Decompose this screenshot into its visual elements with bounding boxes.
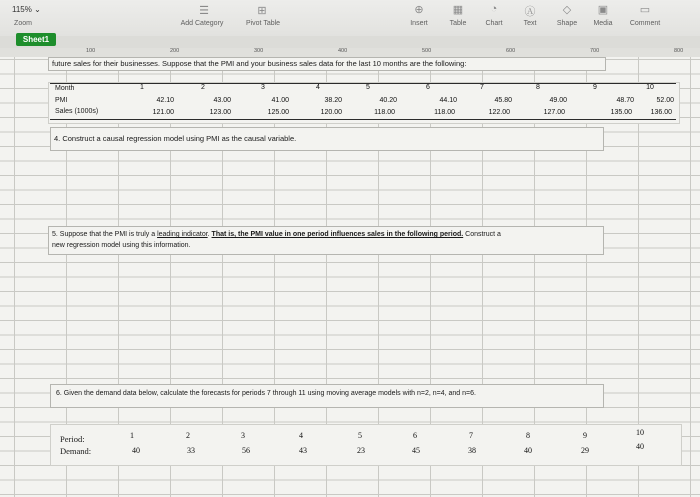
media-icon: ▣ — [597, 4, 609, 16]
pmi-cell: 38.20 — [324, 97, 342, 104]
question-6-text: 6. Given the demand data below, calculate the forecasts for periods 7 through 11 using moving average models with n=2, n=4, and n=6. — [56, 390, 476, 397]
ruler-tick: 300 — [254, 48, 264, 54]
month-header: 9 — [593, 84, 597, 91]
sheet-tab-bar — [0, 36, 700, 48]
month-header: 4 — [316, 84, 320, 91]
pmi-cell: 44.10 — [439, 97, 457, 104]
chart-button[interactable]: Chart — [485, 20, 503, 27]
pmi-cell: 43.00 — [213, 97, 231, 104]
demand-cell: 45 — [412, 446, 420, 455]
month-header: 3 — [261, 84, 265, 91]
ruler-tick: 400 — [338, 48, 348, 54]
q5-text-mid: . — [207, 231, 212, 238]
demand-cell: 33 — [187, 446, 195, 455]
sales-cell: 122.00 — [488, 109, 510, 116]
toolbar — [0, 0, 700, 36]
ruler-tick: 100 — [86, 48, 96, 54]
ruler-tick: 600 — [506, 48, 516, 54]
q5-text-start: 5. Suppose that the PMI is truly a — [52, 231, 158, 238]
demand-cell: 38 — [468, 446, 476, 455]
pmi-cell: 49.00 — [549, 97, 567, 104]
text-button[interactable]: Text — [523, 20, 537, 27]
q5-emphasis: That is, the PMI value in one period influences sales in the following period. — [211, 231, 464, 238]
media-button[interactable]: Media — [593, 20, 613, 27]
period-cell: 4 — [299, 431, 303, 440]
demand-cell: 29 — [581, 446, 589, 455]
sales-cell: 123.00 — [209, 109, 231, 116]
leading-indicator-link[interactable]: leading indicator — [157, 231, 208, 238]
row-label-sales: Sales (1000s) — [55, 108, 99, 115]
pivot-table-icon: ⊞ — [257, 5, 267, 17]
month-header: 7 — [480, 84, 484, 91]
month-header: 1 — [140, 84, 144, 91]
q5-text-end: Construct a — [463, 231, 501, 238]
chart-icon: ◔ — [490, 3, 498, 15]
ruler-tick: 700 — [590, 48, 600, 54]
period-cell: 8 — [526, 431, 530, 440]
demand-cell: 40 — [636, 442, 644, 451]
row-label-pmi: PMI — [55, 97, 68, 104]
period-cell: 5 — [358, 431, 362, 440]
pmi-cell: 52.00 — [656, 97, 674, 104]
month-header: 2 — [201, 84, 205, 91]
table1-bottom-line — [50, 119, 676, 120]
intro-text: future sales for their businesses. Suppose that the PMI and your business sales data for the last 10 months are the following: — [52, 59, 467, 68]
ruler-tick: 500 — [422, 48, 432, 54]
pmi-cell: 40.20 — [379, 97, 397, 104]
demand-cell: 40 — [524, 446, 532, 455]
month-header: 8 — [536, 84, 540, 91]
shape-icon: ◇ — [562, 4, 572, 16]
demand-cell: 56 — [242, 446, 250, 455]
sales-cell: 127.00 — [543, 109, 565, 116]
sales-cell: 125.00 — [267, 109, 289, 116]
sales-cell: 118.00 — [434, 109, 455, 116]
sales-cell: 121.00 — [152, 109, 174, 116]
sheet-tab[interactable]: Sheet1 — [16, 33, 56, 46]
insert-icon: ⊕ — [414, 4, 424, 16]
period-cell: 7 — [469, 431, 473, 440]
table-button[interactable]: Table — [449, 20, 467, 27]
period-cell: 9 — [583, 431, 587, 440]
zoom-value: 115% — [12, 5, 32, 14]
sales-cell: 135.00 — [610, 109, 632, 116]
period-cell: 6 — [413, 431, 417, 440]
pmi-cell: 48.70 — [616, 97, 634, 104]
month-header: 10 — [646, 84, 654, 91]
pmi-cell: 42.10 — [156, 97, 174, 104]
insert-button[interactable]: Insert — [410, 20, 428, 27]
comment-button[interactable]: Comment — [629, 20, 661, 27]
period-cell: 3 — [241, 431, 245, 440]
pmi-cell: 41.00 — [271, 97, 289, 104]
sales-cell: 136.00 — [650, 109, 672, 116]
zoom-select[interactable] — [12, 5, 41, 14]
demand-cell: 23 — [357, 446, 365, 455]
table-icon: ▦ — [452, 4, 464, 16]
comment-icon: ▭ — [639, 4, 651, 16]
question-4-text: 4. Construct a causal regression model using PMI as the causal variable. — [54, 134, 297, 143]
demand-cell: 40 — [132, 446, 140, 455]
period-cell: 1 — [130, 431, 134, 440]
shape-button[interactable]: Shape — [556, 20, 578, 27]
period-cell: 10 — [636, 428, 644, 437]
chevron-down-icon: ⌄ — [34, 5, 41, 14]
row-label-month: Month — [55, 85, 75, 92]
pivot-table-button[interactable]: Pivot Table — [245, 20, 281, 27]
add-category-button[interactable]: Add Category — [180, 20, 224, 27]
month-header: 6 — [426, 84, 430, 91]
ruler-tick: 800 — [674, 48, 684, 54]
ruler-tick: 200 — [170, 48, 180, 54]
zoom-label: Zoom — [14, 20, 32, 27]
question-5-text-line2: new regression model using this information. — [52, 242, 191, 249]
period-cell: 2 — [186, 431, 190, 440]
month-header: 5 — [366, 84, 370, 91]
question-5-text — [52, 231, 501, 238]
demand-label: Demand: — [60, 446, 92, 456]
category-icon: ☰ — [199, 5, 209, 17]
pmi-cell: 45.80 — [494, 97, 512, 104]
text-icon: Ⓐ — [524, 6, 536, 18]
sales-cell: 120.00 — [320, 109, 342, 116]
sales-cell: 118.00 — [374, 109, 395, 116]
demand-cell: 43 — [299, 446, 307, 455]
period-label: Period: — [60, 434, 85, 444]
